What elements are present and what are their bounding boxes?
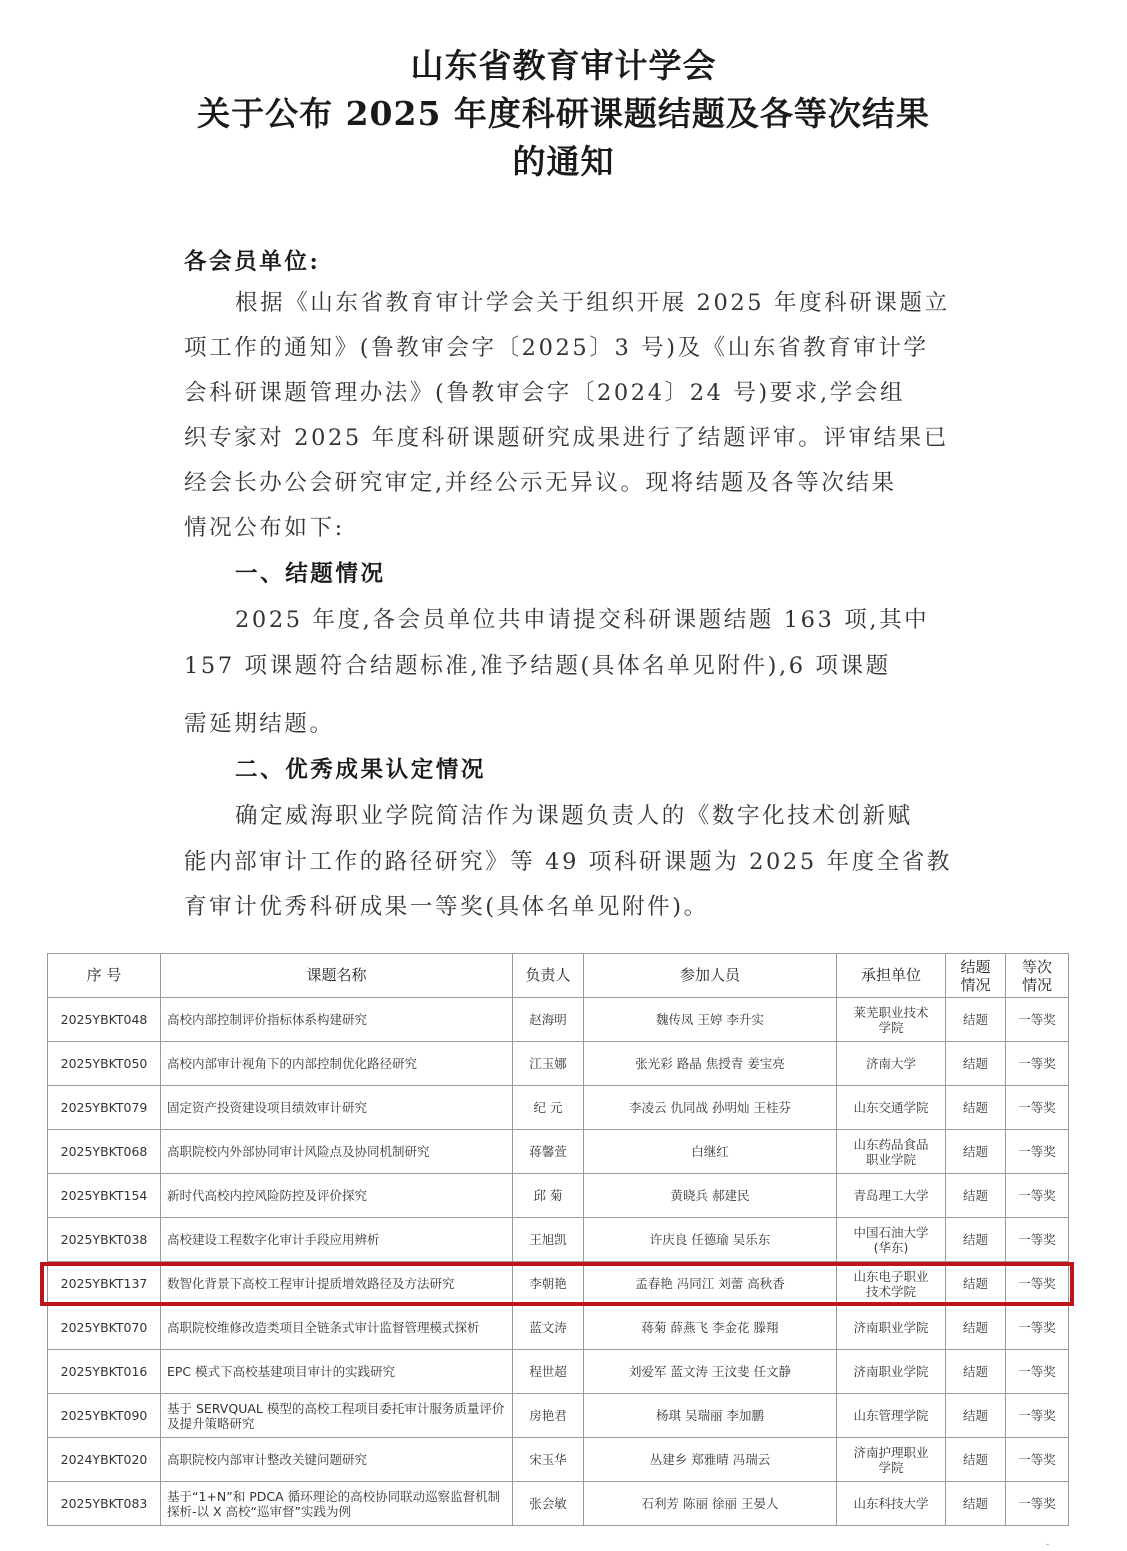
row-id-cell: 2025YBKT050	[48, 1042, 161, 1086]
table-row	[48, 1482, 1069, 1526]
row-unit-cell: 山东药品食品 职业学院	[837, 1130, 946, 1174]
row-members-cell: 魏传凤 王婷 李升实	[584, 998, 837, 1042]
row-unit-cell: 山东电子职业 技术学院	[837, 1262, 946, 1306]
row-grade-cell: 一等奖	[1006, 1438, 1069, 1482]
row-status-cell: 结题	[946, 1130, 1006, 1174]
row-status-cell: 结题	[946, 1482, 1006, 1526]
row-leader-cell: 邱 菊	[513, 1174, 584, 1218]
row-leader-cell: 程世超	[513, 1350, 584, 1394]
row-unit-cell: 济南职业学院	[837, 1350, 946, 1394]
row-title-cell: 高职院校内部审计整改关键问题研究	[161, 1438, 513, 1482]
section1-heading: 一、结题情况	[235, 561, 386, 587]
table-row	[48, 1394, 1069, 1438]
row-members-cell: 丛建乡 郑雅晴 冯瑞云	[584, 1438, 837, 1482]
header-cell: 参加人员	[584, 954, 837, 998]
row-status-cell: 结题	[946, 1306, 1006, 1350]
row-title-cell: 固定资产投资建设项目绩效审计研究	[161, 1086, 513, 1130]
row-grade-cell: 一等奖	[1006, 1306, 1069, 1350]
row-leader-cell: 江玉娜	[513, 1042, 584, 1086]
row-grade-cell: 一等奖	[1006, 1482, 1069, 1526]
row-title-cell: 高校内部审计视角下的内部控制优化路径研究	[161, 1042, 513, 1086]
section1-line: 157 项课题符合结题标准,准予结题(具体名单见附件),6 项课题	[184, 653, 891, 679]
table-row	[48, 1130, 1069, 1174]
row-id-cell: 2025YBKT016	[48, 1350, 161, 1394]
row-id-cell: 2025YBKT137	[48, 1262, 161, 1306]
row-title-cell: 高职院校维修改造类项目全链条式审计监督管理模式探析	[161, 1306, 513, 1350]
section2-line: 确定威海职业学院简洁作为课题负责人的《数字化技术创新赋	[235, 803, 913, 829]
header-cell: 课题名称	[161, 954, 513, 998]
row-status-cell: 结题	[946, 1394, 1006, 1438]
table-row	[48, 1174, 1069, 1218]
row-members-cell: 杨琪 吴瑞丽 李加鹏	[584, 1394, 837, 1438]
row-unit-cell: 山东交通学院	[837, 1086, 946, 1130]
row-members-cell: 孟春艳 冯同江 刘蕾 高秋香	[584, 1262, 837, 1306]
row-grade-cell: 一等奖	[1006, 998, 1069, 1042]
row-title-cell: EPC 模式下高校基建项目审计的实践研究	[161, 1350, 513, 1394]
row-title-cell: 高校建设工程数字化审计手段应用辨析	[161, 1218, 513, 1262]
row-unit-cell: 山东管理学院	[837, 1394, 946, 1438]
row-title-cell: 数智化背景下高校工程审计提质增效路径及方法研究	[161, 1262, 513, 1306]
row-leader-cell: 蒋馨萱	[513, 1130, 584, 1174]
row-id-cell: 2025YBKT079	[48, 1086, 161, 1130]
row-members-cell: 蒋菊 薛燕飞 李金花 滕翔	[584, 1306, 837, 1350]
intro-line: 情况公布如下:	[184, 515, 345, 541]
row-leader-cell: 王旭凯	[513, 1218, 584, 1262]
row-leader-cell: 房艳君	[513, 1394, 584, 1438]
header-cell: 等次 情况	[1006, 954, 1069, 998]
header-cell: 负责人	[513, 954, 584, 998]
row-leader-cell: 纪 元	[513, 1086, 584, 1130]
doc-title-line-2: 关于公布 2025 年度科研课题结题及各等次结果	[197, 94, 930, 133]
intro-line: 会科研课题管理办法》(鲁教审会字〔2024〕24 号)要求,学会组	[184, 380, 906, 406]
salutation: 各会员单位:	[184, 249, 321, 275]
row-title-cell: 新时代高校内控风险防控及评价探究	[161, 1174, 513, 1218]
row-leader-cell: 张会敏	[513, 1482, 584, 1526]
row-members-cell: 白继红	[584, 1130, 837, 1174]
row-status-cell: 结题	[946, 1262, 1006, 1306]
row-members-cell: 石利芳 陈丽 徐丽 王晏人	[584, 1482, 837, 1526]
section2-line: 能内部审计工作的路径研究》等 49 项科研课题为 2025 年度全省教	[184, 849, 953, 875]
header-cell: 结题 情况	[946, 954, 1006, 998]
results-table	[47, 953, 1069, 1526]
table-row	[48, 1218, 1069, 1262]
row-grade-cell: 一等奖	[1006, 1218, 1069, 1262]
doc-title-line-1: 山东省教育审计学会	[410, 46, 717, 85]
row-grade-cell: 一等奖	[1006, 1086, 1069, 1130]
row-status-cell: 结题	[946, 1350, 1006, 1394]
row-leader-cell: 蓝文涛	[513, 1306, 584, 1350]
table-row	[48, 1042, 1069, 1086]
row-grade-cell: 一等奖	[1006, 1350, 1069, 1394]
table-row	[48, 1086, 1069, 1130]
row-status-cell: 结题	[946, 1218, 1006, 1262]
row-unit-cell: 中国石油大学 (华东)	[837, 1218, 946, 1262]
row-members-cell: 刘爱军 蓝文涛 王汶斐 任文静	[584, 1350, 837, 1394]
row-leader-cell: 李朝艳	[513, 1262, 584, 1306]
row-id-cell: 2025YBKT090	[48, 1394, 161, 1438]
row-members-cell: 张光彩 路晶 焦授青 姜宝亮	[584, 1042, 837, 1086]
row-id-cell: 2025YBKT154	[48, 1174, 161, 1218]
row-grade-cell: 一等奖	[1006, 1174, 1069, 1218]
table-row	[48, 1262, 1069, 1306]
row-id-cell: 2025YBKT070	[48, 1306, 161, 1350]
row-status-cell: 结题	[946, 998, 1006, 1042]
row-status-cell: 结题	[946, 1086, 1006, 1130]
row-members-cell: 李凌云 仇同战 孙明灿 王桂芬	[584, 1086, 837, 1130]
row-status-cell: 结题	[946, 1174, 1006, 1218]
row-id-cell: 2025YBKT068	[48, 1130, 161, 1174]
section2-heading: 二、优秀成果认定情况	[235, 757, 487, 783]
row-grade-cell: 一等奖	[1006, 1130, 1069, 1174]
page-mark: -	[1046, 1540, 1050, 1550]
row-title-cell: 基于“1+N”和 PDCA 循环理论的高校协同联动巡察监督机制探析-以 X 高校“巡审督”实践为例	[161, 1482, 513, 1526]
header-cell: 承担单位	[837, 954, 946, 998]
doc-title-line-3: 的通知	[512, 142, 615, 181]
row-unit-cell: 莱芜职业技术 学院	[837, 998, 946, 1042]
intro-line: 根据《山东省教育审计学会关于组织开展 2025 年度科研课题立	[235, 290, 950, 316]
row-id-cell: 2025YBKT048	[48, 998, 161, 1042]
row-leader-cell: 宋玉华	[513, 1438, 584, 1482]
row-grade-cell: 一等奖	[1006, 1394, 1069, 1438]
intro-line: 项工作的通知》(鲁教审会字〔2025〕3 号)及《山东省教育审计学	[184, 335, 929, 361]
row-members-cell: 黄晓兵 郝建民	[584, 1174, 837, 1218]
section1-line: 2025 年度,各会员单位共申请提交科研课题结题 163 项,其中	[235, 607, 930, 633]
row-title-cell: 基于 SERVQUAL 模型的高校工程项目委托审计服务质量评价及提升策略研究	[161, 1394, 513, 1438]
row-unit-cell: 山东科技大学	[837, 1482, 946, 1526]
table-header-row	[48, 954, 1069, 998]
row-title-cell: 高校内部控制评价指标体系构建研究	[161, 998, 513, 1042]
section2-line: 育审计优秀科研成果一等奖(具体名单见附件)。	[184, 894, 709, 920]
intro-line: 经会长办公会研究审定,并经公示无异议。现将结题及各等次结果	[184, 470, 897, 496]
section1-line: 需延期结题。	[184, 711, 335, 737]
row-id-cell: 2024YBKT020	[48, 1438, 161, 1482]
table-row	[48, 1438, 1069, 1482]
row-status-cell: 结题	[946, 1438, 1006, 1482]
row-members-cell: 许庆良 任德瑜 吴乐东	[584, 1218, 837, 1262]
row-id-cell: 2025YBKT083	[48, 1482, 161, 1526]
row-unit-cell: 济南大学	[837, 1042, 946, 1086]
table-row	[48, 1350, 1069, 1394]
row-grade-cell: 一等奖	[1006, 1262, 1069, 1306]
intro-line: 织专家对 2025 年度科研课题研究成果进行了结题评审。评审结果已	[184, 425, 949, 451]
header-cell: 序 号	[48, 954, 161, 998]
row-leader-cell: 赵海明	[513, 998, 584, 1042]
row-status-cell: 结题	[946, 1042, 1006, 1086]
table-row	[48, 1306, 1069, 1350]
row-id-cell: 2025YBKT038	[48, 1218, 161, 1262]
row-unit-cell: 济南职业学院	[837, 1306, 946, 1350]
row-unit-cell: 青岛理工大学	[837, 1174, 946, 1218]
table-row	[48, 998, 1069, 1042]
row-grade-cell: 一等奖	[1006, 1042, 1069, 1086]
row-title-cell: 高职院校内外部协同审计风险点及协同机制研究	[161, 1130, 513, 1174]
row-unit-cell: 济南护理职业 学院	[837, 1438, 946, 1482]
